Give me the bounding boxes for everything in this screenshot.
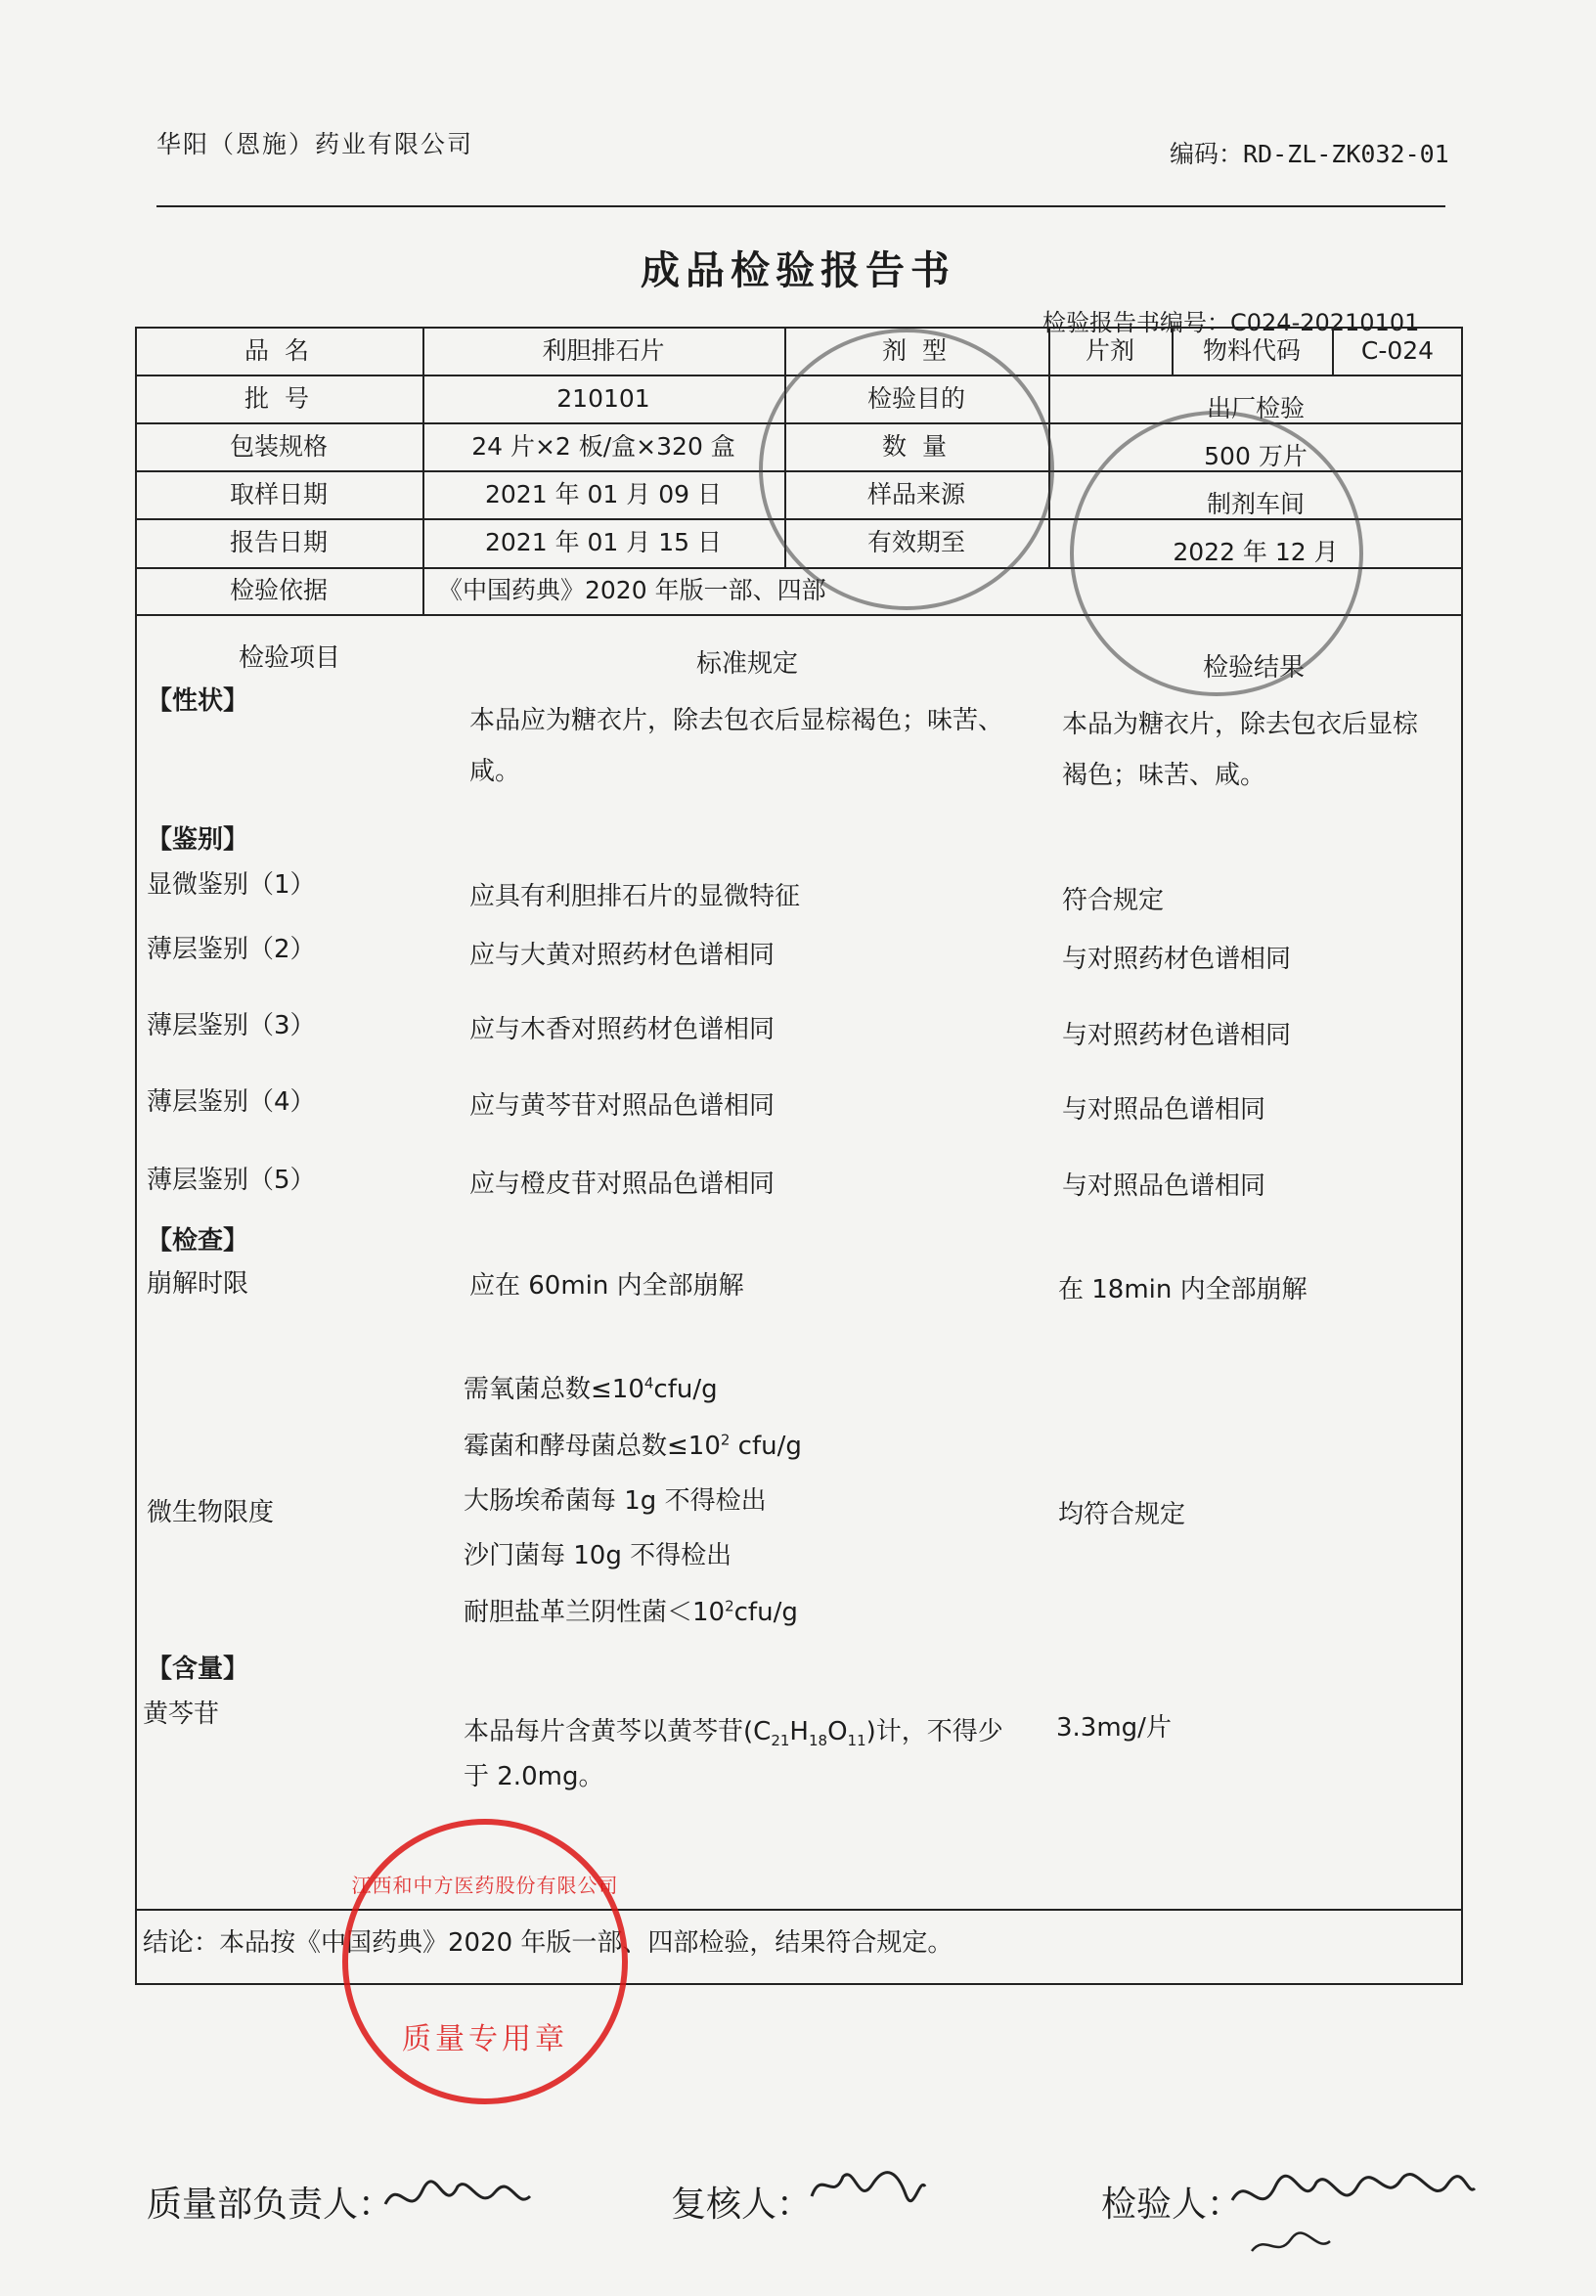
identification-result: 符合规定 — [1062, 886, 1165, 915]
inspection-seal-icon — [759, 329, 1054, 610]
report-number: 检验报告书编号：C024-20210101 — [1042, 309, 1420, 336]
section-heading-assay: 【含量】 — [147, 1655, 249, 1684]
identification-item: 薄层鉴别（2） — [147, 935, 316, 964]
appearance-result-line1: 本品为糖衣片，除去包衣后显棕 — [1062, 710, 1419, 739]
identification-result: 与对照药材色谱相同 — [1062, 1021, 1292, 1050]
inspector-signature-icon — [1226, 2157, 1481, 2265]
basis-label: 检验依据 — [229, 576, 328, 604]
expiry-value: 2022 年 12 月 — [1173, 538, 1339, 566]
assay-standard-line2: 于 2.0mg。 — [464, 1762, 604, 1791]
identification-standard: 应具有利胆排石片的显微特征 — [469, 882, 801, 911]
appearance-standard-line1: 本品应为糖衣片，除去包衣后显棕褐色；味苦、 — [469, 706, 1004, 735]
inspector-label: 检验人： — [1101, 2185, 1243, 2225]
identification-standard: 应与橙皮苷对照品色谱相同 — [469, 1170, 776, 1199]
basis-value: 《中国药典》2020 年版一部、四部 — [438, 576, 826, 604]
purpose-value: 出厂检验 — [1206, 394, 1305, 422]
microbial-item: 微生物限度 — [147, 1498, 275, 1527]
quality-special-seal-icon — [342, 1819, 628, 2104]
conclusion-divider — [135, 1909, 1463, 1911]
assay-result: 3.3mg/片 — [1056, 1713, 1172, 1743]
conclusion-text: 结论：本品按《中国药典》2020 年版一部、四部检验，结果符合规定。 — [143, 1928, 953, 1958]
identification-result: 与对照品色谱相同 — [1062, 1095, 1266, 1125]
identification-item: 显微鉴别（1） — [147, 870, 316, 900]
report-date-value: 2021 年 01 月 15 日 — [485, 528, 722, 556]
source-value: 制剂车间 — [1206, 490, 1305, 518]
material-code-value: C-024 — [1360, 336, 1435, 365]
section-heading-appearance: 【性状】 — [147, 686, 249, 716]
microbial-standard-bile: 耐胆盐革兰阴性菌$<10^2cfu/g$ — [464, 1597, 798, 1627]
identification-standard: 应与大黄对照药材色谱相同 — [469, 941, 776, 970]
quantity-label: 数 量 — [882, 432, 951, 461]
assay-item: 黄芩苷 — [143, 1700, 220, 1729]
seal-purpose-text: 质量专用章 — [402, 2022, 568, 2056]
seal-company-text: 江西和中方医药股份有限公司 — [351, 1874, 619, 1897]
quality-seal-icon — [1070, 411, 1363, 696]
reviewer-label: 复核人： — [671, 2185, 813, 2225]
header-divider — [156, 205, 1445, 207]
expiry-label: 有效期至 — [866, 528, 965, 556]
column-header-standard: 标准规定 — [696, 649, 799, 679]
microbial-result: 均符合规定 — [1058, 1500, 1186, 1529]
batch-label: 批 号 — [244, 384, 313, 413]
source-label: 样品来源 — [866, 480, 965, 508]
disintegration-item: 崩解时限 — [147, 1269, 249, 1299]
product-name-label: 品 名 — [244, 336, 313, 365]
identification-result: 与对照品色谱相同 — [1062, 1171, 1266, 1201]
microbial-standard-salmonella: 沙门菌每 10g 不得检出 — [464, 1541, 732, 1570]
identification-item: 薄层鉴别（5） — [147, 1166, 316, 1195]
quality-head-label: 质量部负责人： — [147, 2185, 394, 2225]
microbial-standard-mold: 霉菌和酵母菌总数$\le 10^2$ cfu/g — [464, 1431, 802, 1461]
info-col-divider — [422, 327, 424, 614]
product-name-value: 利胆排石片 — [542, 336, 665, 365]
purpose-label: 检验目的 — [866, 384, 965, 413]
column-header-item: 检验项目 — [239, 643, 341, 673]
identification-standard: 应与木香对照药材色谱相同 — [469, 1015, 776, 1044]
document-code: 编码：RD-ZL-ZK032-01 — [1170, 140, 1449, 168]
section-heading-inspection: 【检查】 — [147, 1226, 249, 1256]
appearance-result-line2: 褐色；味苦、咸。 — [1062, 761, 1266, 790]
microbial-standard-ecoli: 大肠埃希菌每 1g 不得检出 — [464, 1486, 767, 1516]
reviewer-signature-icon — [804, 2157, 931, 2220]
identification-item: 薄层鉴别（3） — [147, 1011, 316, 1040]
sampling-date-label: 取样日期 — [229, 480, 328, 508]
identification-standard: 应与黄芩苷对照品色谱相同 — [469, 1091, 776, 1121]
disintegration-standard: 应在 60min 内全部崩解 — [469, 1271, 744, 1301]
section-heading-identification: 【鉴别】 — [147, 825, 249, 855]
report-date-label: 报告日期 — [229, 528, 328, 556]
package-label: 包装规格 — [229, 432, 328, 461]
quality-head-signature-icon — [379, 2167, 536, 2230]
column-header-result: 检验结果 — [1203, 653, 1306, 683]
assay-standard-line1: 本品每片含黄芩以黄芩苷$(C_{21}H_{18}O_{11})$计，不得少 — [464, 1717, 1003, 1750]
package-value: 24 片×2 板/盒×320 盒 — [471, 432, 735, 461]
batch-value: 210101 — [556, 384, 650, 413]
appearance-standard-line2: 咸。 — [469, 757, 521, 786]
sampling-date-value: 2021 年 01 月 09 日 — [485, 480, 722, 508]
material-code-label: 物料代码 — [1202, 336, 1301, 365]
dosage-form-value: 片剂 — [1085, 336, 1134, 365]
dosage-form-label: 剂 型 — [882, 336, 951, 365]
disintegration-result: 在 18min 内全部崩解 — [1058, 1275, 1308, 1304]
page-title: 成品检验报告书 — [641, 248, 955, 293]
identification-item: 薄层鉴别（4） — [147, 1087, 316, 1117]
identification-result: 与对照药材色谱相同 — [1062, 945, 1292, 974]
quantity-value: 500 万片 — [1204, 442, 1308, 470]
microbial-standard-aerobic: 需氧菌总数$\le 10^4cfu/g$ — [464, 1374, 718, 1404]
company-name: 华阳（恩施）药业有限公司 — [156, 130, 474, 158]
